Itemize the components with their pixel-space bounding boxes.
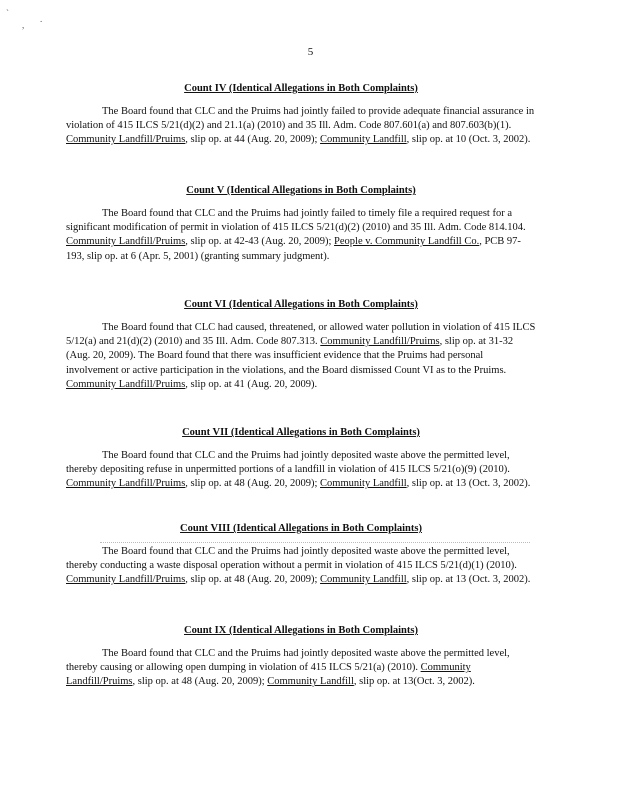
case-citation: Community Landfill/Pruims xyxy=(66,478,186,490)
case-citation: Community Landfill/Pruims xyxy=(66,236,186,248)
section-count-vii xyxy=(66,426,536,492)
section-heading: Count VII (Identical Allegations in Both Complaints) xyxy=(182,427,420,438)
section-paragraph xyxy=(66,207,536,264)
scan-artifact-mark: ` xyxy=(6,8,9,18)
scan-artifact-mark: . xyxy=(40,14,43,24)
section-paragraph xyxy=(66,647,536,690)
section-count-vi xyxy=(66,298,536,392)
section-count-viii xyxy=(66,522,536,588)
paragraph-text: The Board found that CLC and the Pruims had jointly failed to timely file a required request for a significant modification of permit in violation of 415 ILCS 5/21(d)(2) (2010) and 35 Ill. Adm. Code 814.104. xyxy=(66,208,526,234)
paragraph-text: , slip op. at 10 (Oct. 3, 2002). xyxy=(406,134,531,146)
paragraph-text: , slip op. at 31-32 (Aug. 20, 2009). The Board found that there was insufficient evidence that the Pruims had personal involvement or active participation in the violations, and the Board dismissed Count VI as to the Pruims. xyxy=(66,336,514,376)
paragraph-text: The Board found that CLC and the Pruims had jointly failed to provide adequate financial assurance in violation of 415 ILCS 5/21(d)(2) and 21.1(a) (2010) and 35 Ill. Adm. Code 807.601(a) and 807.603(b)(1). xyxy=(66,106,535,132)
paragraph-text: The Board found that CLC and the Pruims had jointly deposited waste above the permitted level, thereby causing or allowing open dumping in violation of 415 ILCS 5/21(a) (2010). xyxy=(66,648,510,674)
section-count-iv xyxy=(66,82,536,148)
case-citation: Community Landfill xyxy=(320,574,407,586)
paragraph-text: , slip op. at 13 (Oct. 3, 2002). xyxy=(406,574,531,586)
paragraph-text: , slip op. at 44 (Aug. 20, 2009); xyxy=(185,134,321,146)
section-count-v xyxy=(66,184,536,264)
section-paragraph xyxy=(66,449,536,492)
paragraph-text: , slip op. at 48 (Aug. 20, 2009); xyxy=(185,574,321,586)
section-heading: Count VIII (Identical Allegations in Both Complaints) xyxy=(180,523,422,534)
case-citation: People v. Community Landfill Co. xyxy=(334,236,480,248)
section-heading: Count IV (Identical Allegations in Both Complaints) xyxy=(184,83,418,94)
paragraph-text: , PCB 97-193, slip op. at 6 (Apr. 5, 2001) (granting summary judgment). xyxy=(66,236,521,262)
section-heading: Count IX (Identical Allegations in Both Complaints) xyxy=(184,625,418,636)
paragraph-text: The Board found that CLC had caused, threatened, or allowed water pollution in violation of 415 ILCS 5/12(a) and 21(d)(2) (2010) and 35 Ill. Adm. Code 807.313. xyxy=(66,322,536,348)
case-citation: Community Landfill xyxy=(320,478,407,490)
section-count-ix xyxy=(66,624,536,690)
section-heading: Count VI (Identical Allegations in Both Complaints) xyxy=(184,299,418,310)
paragraph-text: , slip op. at 42-43 (Aug. 20, 2009); xyxy=(185,236,335,248)
paragraph-text: , slip op. at 13(Oct. 3, 2002). xyxy=(353,676,475,688)
case-citation: Community Landfill/Pruims xyxy=(66,662,471,688)
section-paragraph xyxy=(66,545,536,588)
section-heading: Count V (Identical Allegations in Both Complaints) xyxy=(186,185,416,196)
paragraph-text: The Board found that CLC and the Pruims had jointly deposited waste above the permitted level, thereby conducting a waste disposal operation without a permit in violation of 415 ILCS 5/21(d)(1) (2010). xyxy=(66,546,517,572)
case-citation: Community Landfill/Pruims xyxy=(66,134,186,146)
case-citation: Community Landfill xyxy=(267,676,354,688)
paragraph-text: , slip op. at 48 (Aug. 20, 2009); xyxy=(185,478,321,490)
case-citation: Community Landfill/Pruims xyxy=(66,574,186,586)
case-citation: Community Landfill/Pruims xyxy=(66,378,186,390)
paragraph-text: , slip op. at 41 (Aug. 20, 2009). xyxy=(185,378,318,390)
case-citation: Community Landfill xyxy=(320,134,407,146)
section-paragraph xyxy=(66,105,536,148)
paragraph-text: , slip op. at 48 (Aug. 20, 2009); xyxy=(132,676,268,688)
section-paragraph xyxy=(66,321,536,392)
paragraph-text: The Board found that CLC and the Pruims had jointly deposited waste above the permitted level, thereby depositing refuse in unpermitted portions of a landfill in violation of 415 ILCS 5/21(o)(9) (2010). xyxy=(66,450,510,476)
page-number: 5 xyxy=(307,46,314,58)
case-citation: Community Landfill/Pruims xyxy=(320,336,440,348)
paragraph-text: , slip op. at 13 (Oct. 3, 2002). xyxy=(406,478,531,490)
scan-artifact-mark: , xyxy=(22,20,25,30)
